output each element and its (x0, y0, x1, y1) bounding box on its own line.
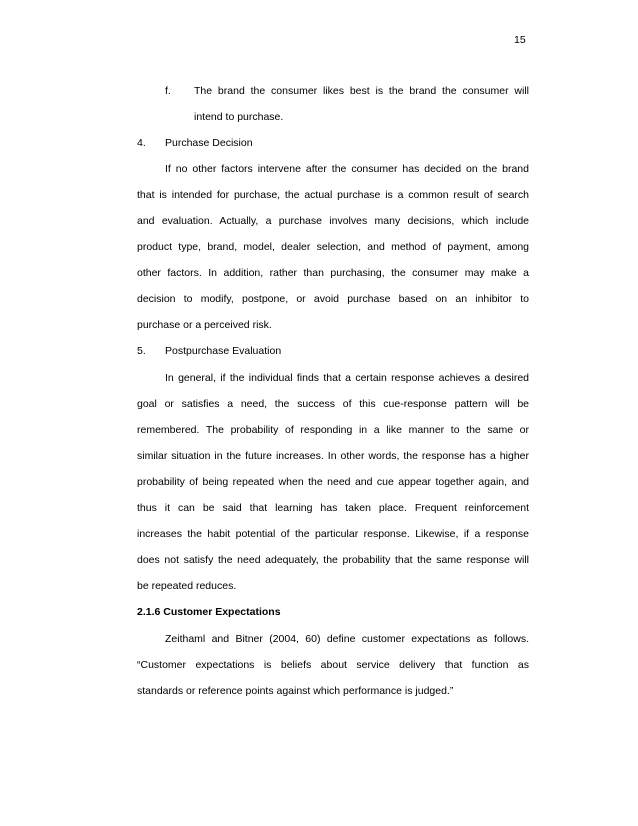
paragraph-line: purchase or a perceived risk. (137, 319, 272, 331)
paragraph-line: If no other factors intervene after the consumer has decided on the brand (165, 163, 529, 175)
paragraph-line: product type, brand, model, dealer selection, and method of payment, among (137, 241, 529, 253)
paragraph-line: and evaluation. Actually, a purchase involves many decisions, which include (137, 215, 529, 227)
section-4-title: Purchase Decision (165, 137, 253, 149)
paragraph-line: remembered. The probability of responding in a like manner to the same or (137, 424, 529, 436)
paragraph-line: decision to modify, postpone, or avoid purchase based on an inhibitor to (137, 293, 529, 305)
paragraph-line: increases the habit potential of the particular response. Likewise, if a response (137, 528, 529, 540)
section-4-number: 4. (137, 137, 146, 149)
paragraph-line: In general, if the individual finds that a certain response achieves a desired (165, 372, 529, 384)
list-item-f-line: intend to purchase. (194, 111, 284, 123)
list-item-f-line: The brand the consumer likes best is the brand the consumer will (194, 85, 529, 97)
paragraph-line: does not satisfy the need adequately, the probability that the same response will (137, 554, 529, 566)
section-5-title: Postpurchase Evaluation (165, 345, 282, 357)
paragraph-line: “Customer expectations is beliefs about service delivery that function as (137, 659, 529, 671)
section-5-number: 5. (137, 345, 146, 357)
paragraph-line: other factors. In addition, rather than purchasing, the consumer may make a (137, 267, 529, 279)
paragraph-line: thus it can be said that learning has taken place. Frequent reinforcement (137, 502, 529, 514)
paragraph-line: standards or reference points against which performance is judged.” (137, 685, 454, 697)
paragraph-line: that is intended for purchase, the actual purchase is a common result of search (137, 189, 529, 201)
section-heading: 2.1.6 Customer Expectations (137, 606, 281, 618)
paragraph-line: be repeated reduces. (137, 580, 237, 592)
list-marker-f: f. (165, 85, 171, 97)
paragraph-line: probability of being repeated when the need and cue appear together again, and (137, 476, 529, 488)
page-number: 15 (514, 34, 526, 46)
paragraph-line: goal or satisfies a need, the success of this cue-response pattern will be (137, 398, 529, 410)
paragraph-line: similar situation in the future increases. In other words, the response has a higher (137, 450, 529, 462)
paragraph-line: Zeithaml and Bitner (2004, 60) define customer expectations as follows. (165, 633, 529, 645)
